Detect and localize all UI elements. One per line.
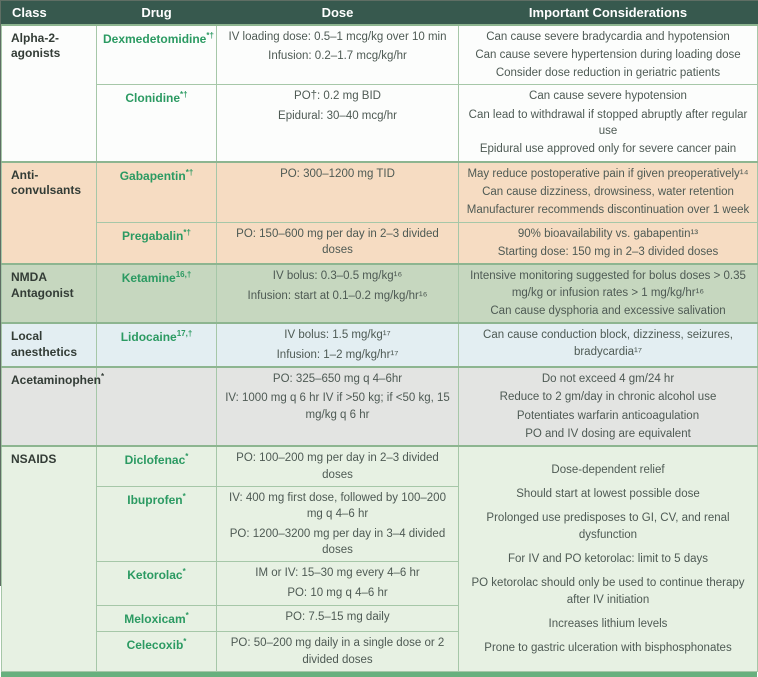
footnote-marker: * — [185, 452, 189, 462]
drug-cell — [97, 25, 217, 85]
dose-cell — [217, 264, 459, 323]
dose-line: PO: 10 mg q 4–6 hr — [287, 586, 388, 599]
consideration-line: Manufacturer recommends discontinuation over 1 week — [466, 204, 750, 217]
dose-cell — [217, 562, 459, 606]
dose-cell — [217, 85, 459, 162]
column-header-considerations: Important Considerations — [459, 2, 758, 25]
table-row-gabapentin — [2, 162, 758, 222]
dose-cell — [217, 367, 459, 446]
footnote-marker: * — [101, 372, 105, 382]
dose-line: IV loading dose: 0.5–1 mcg/kg over 10 min — [228, 30, 447, 43]
drug-name: Ketorolac — [127, 568, 183, 583]
dose-line: PO: 1200–3200 mg per day in 3–4 divided doses — [229, 527, 446, 557]
dose-line: PO: 7.5–15 mg daily — [285, 611, 390, 624]
table-bottom-accent-bar — [1, 672, 757, 677]
dose-line: Epidural: 30–40 mcg/hr — [278, 109, 397, 122]
table-row-pregabalin — [2, 222, 758, 264]
dose-line: IM or IV: 15–30 mg every 4–6 hr — [255, 567, 420, 580]
drug-name: Gabapentin — [119, 168, 186, 183]
dose-line: IV: 1000 mg q 6 hr IV if >50 kg; if <50 kg, 15 mg/kg q 6 hr — [225, 392, 450, 421]
consideration-line: Can lead to withdrawal if stopped abruptly after regular use — [468, 108, 748, 138]
class-cell-alpha-2-agonists — [2, 25, 97, 162]
table-row-ketamine — [2, 264, 758, 323]
consideration-line: Starting dose: 150 mg in 2–3 divided doses — [497, 246, 719, 259]
consideration-line: Increases lithium levels — [548, 618, 668, 631]
table-row-acetaminophen — [2, 367, 758, 446]
drug-cell — [97, 85, 217, 162]
consideration-line: Prolonged use predisposes to GI, CV, and renal dysfunction — [486, 512, 730, 541]
table-row-diclofenac — [2, 446, 758, 486]
dose-cell — [217, 25, 459, 85]
consideration-line: Reduce to 2 gm/day in chronic alcohol use — [499, 391, 717, 404]
class-label: NMDA Antagonist — [11, 270, 74, 301]
considerations-cell — [459, 222, 758, 264]
drug-name: Celecoxib — [126, 638, 184, 653]
footnote-marker: *† — [206, 30, 214, 40]
dose-cell — [217, 162, 459, 222]
drug-cell — [97, 162, 217, 222]
class-label: NSAIDS — [11, 452, 57, 467]
footnote-marker: * — [185, 611, 189, 621]
considerations-cell — [459, 162, 758, 222]
dose-line: IV bolus: 0.3–0.5 mg/kg¹⁶ — [272, 270, 403, 283]
considerations-cell — [459, 25, 758, 85]
dose-line: Infusion: start at 0.1–0.2 mg/kg/hr¹⁶ — [247, 289, 428, 302]
footnote-marker: *† — [180, 90, 188, 100]
footnote-marker: * — [182, 567, 186, 577]
consideration-line: Can cause severe bradycardia and hypotension — [486, 30, 730, 43]
dose-line: PO: 325–650 mg q 4–6hr — [272, 373, 403, 386]
header-row — [2, 2, 758, 25]
footnote-marker: * — [183, 637, 187, 647]
dose-line: IV bolus: 1.5 mg/kg¹⁷ — [284, 329, 391, 342]
column-header-drug: Drug — [97, 2, 217, 25]
drug-cell-empty — [97, 367, 217, 446]
column-header-dose: Dose — [217, 2, 459, 25]
footnote-marker: 16,† — [175, 270, 192, 280]
footnote-marker: *† — [183, 227, 191, 237]
consideration-line: Should start at lowest possible dose — [516, 488, 700, 501]
consideration-line: Can cause severe hypotension — [529, 90, 687, 103]
drug-name: Ketamine — [121, 271, 176, 286]
table-row-dexmedetomidine — [2, 25, 758, 85]
consideration-line: Epidural use approved only for severe cancer pain — [479, 143, 737, 156]
class-cell-acetaminophen — [2, 367, 105, 446]
drug-reference-table — [1, 1, 758, 672]
dose-line: PO: 300–1200 mg TID — [280, 167, 395, 180]
consideration-line: 90% bioavailability vs. gabapentin¹³ — [517, 227, 699, 240]
footnote-marker: * — [182, 492, 186, 502]
footnote-marker: 17,† — [176, 329, 193, 339]
dose-line: Infusion: 1–2 mg/kg/hr¹⁷ — [276, 348, 399, 361]
consideration-line: Can cause dysphoria and excessive salivation — [490, 305, 726, 318]
dose-line: IV: 400 mg first dose, followed by 100–200 mg q 4–6 hr — [229, 492, 446, 521]
consideration-line: Potentiates warfarin anticoagulation — [516, 409, 700, 422]
consideration-line: PO and IV dosing are equivalent — [525, 428, 691, 441]
considerations-cell — [459, 323, 758, 367]
consideration-line: For IV and PO ketorolac: limit to 5 days — [507, 553, 709, 566]
drug-cell — [97, 632, 217, 672]
dose-line: PO: 150–600 mg per day in 2–3 divided doses — [236, 227, 439, 257]
dose-cell — [217, 222, 459, 264]
footnote-marker: *† — [185, 167, 194, 177]
dose-cell — [217, 323, 459, 367]
consideration-line: Prone to gastric ulceration with bisphosphonates — [484, 642, 732, 655]
drug-name: Pregabalin — [122, 228, 184, 243]
dose-line: PO†: 0.2 mg BID — [294, 90, 381, 103]
considerations-cell-nsaids — [459, 446, 758, 671]
class-cell-local-anesthetics — [2, 323, 97, 367]
drug-cell — [97, 487, 217, 562]
class-cell-nmda-antagonist — [2, 264, 97, 323]
column-header-class: Class — [2, 2, 97, 25]
dose-cell — [217, 446, 459, 486]
consideration-line: Intensive monitoring suggested for bolus doses > 0.35 mg/kg or infusion rates > 1 mg/kg/hr¹⁶ — [470, 270, 746, 299]
consideration-line: Can cause dizziness, drowsiness, water retention — [482, 186, 734, 199]
consideration-line: Do not exceed 4 gm/24 hr — [541, 373, 675, 386]
dose-cell — [217, 632, 459, 672]
dose-line: PO: 100–200 mg per day in 2–3 divided doses — [236, 452, 439, 481]
drug-name: Diclofenac — [124, 453, 186, 468]
table-row-lidocaine — [2, 323, 758, 367]
consideration-line: Dose-dependent relief — [551, 463, 665, 476]
class-label: Alpha-2-agonists — [11, 30, 61, 61]
table-row-clonidine — [2, 85, 758, 162]
consideration-line: Consider dose reduction in geriatric patients — [495, 67, 721, 80]
consideration-line: Can cause severe hypertension during loading dose — [475, 48, 741, 61]
drug-name: Clonidine — [125, 91, 181, 106]
drug-cell — [97, 446, 217, 486]
dose-cell — [217, 487, 459, 562]
consideration-line: PO ketorolac should only be used to continue therapy after IV initiation — [471, 577, 745, 606]
drug-cell — [97, 264, 217, 323]
class-label: Acetaminophen — [11, 373, 102, 388]
drug-name: Lidocaine — [120, 330, 177, 345]
consideration-line: May reduce postoperative pain if given preoperatively¹⁴ — [467, 167, 749, 180]
drug-cell — [97, 323, 217, 367]
considerations-cell — [459, 264, 758, 323]
dose-line: Infusion: 0.2–1.7 mcg/kg/hr — [268, 49, 407, 62]
drug-cell — [97, 562, 217, 606]
considerations-cell — [459, 367, 758, 446]
drug-name: Meloxicam — [124, 612, 186, 627]
drug-name: Dexmedetomidine — [103, 31, 207, 46]
class-label: Local anesthetics — [11, 329, 78, 360]
dose-cell — [217, 606, 459, 632]
class-label: Anti-convulsants — [11, 167, 82, 198]
considerations-cell — [459, 85, 758, 162]
class-cell-anti-convulsants — [2, 162, 97, 265]
drug-cell — [97, 606, 217, 632]
drug-cell — [97, 222, 217, 264]
consideration-line: Can cause conduction block, dizziness, seizures, bradycardia¹⁷ — [483, 329, 733, 358]
drug-name: Ibuprofen — [127, 493, 183, 508]
dose-line: PO: 50–200 mg daily in a single dose or 2 divided doses — [230, 637, 445, 666]
class-cell-nsaids — [2, 446, 97, 671]
